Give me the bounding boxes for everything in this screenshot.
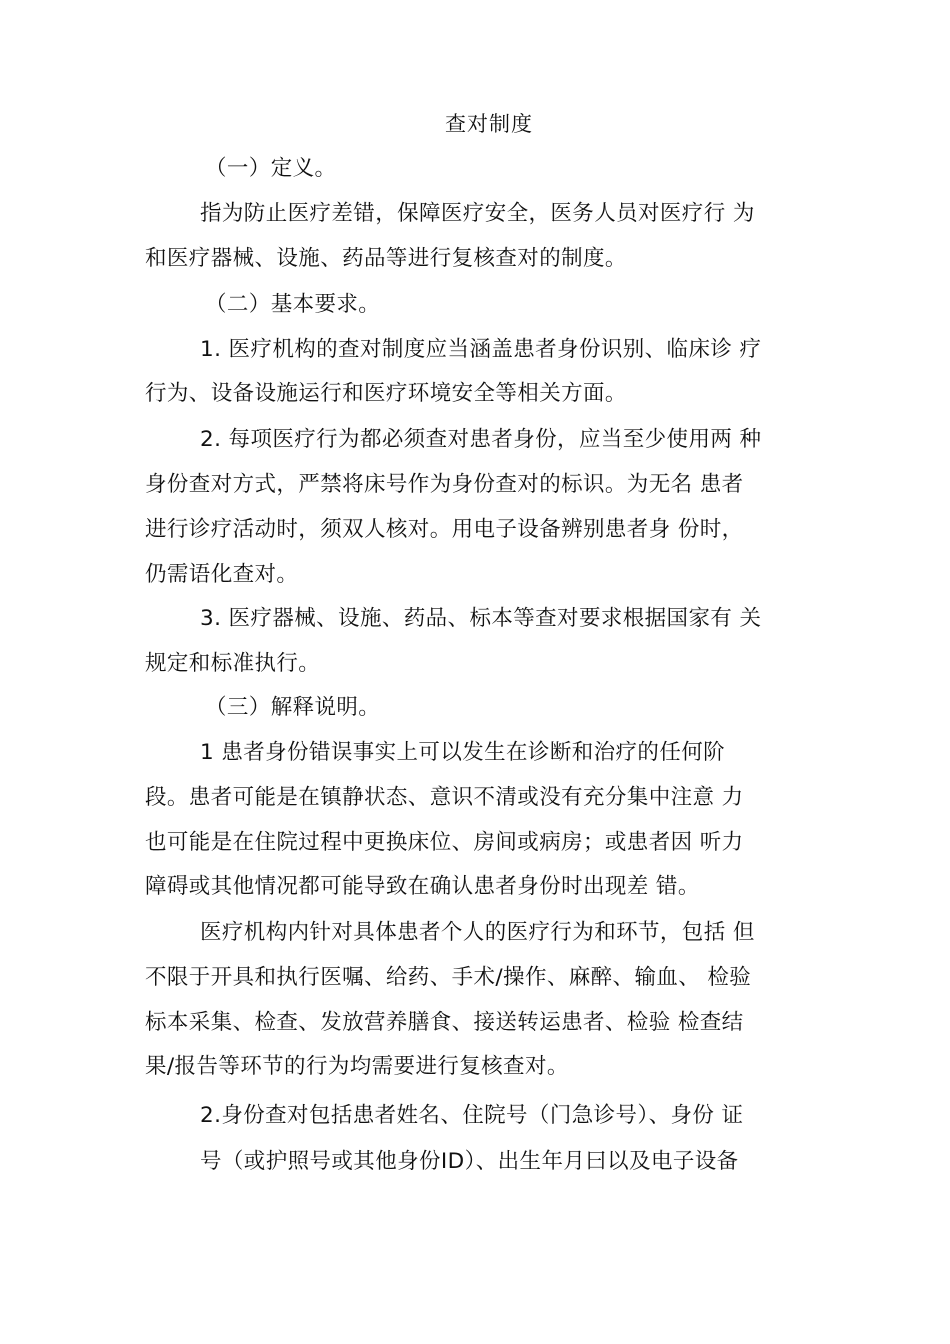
- section-heading-definition: （一）定义。: [205, 156, 337, 181]
- paragraph-line: 医疗机构内针对具体患者个人的医疗行为和环节，包括 但: [200, 920, 755, 945]
- paragraph-line: 标本采集、检查、发放营养膳食、接送转运患者、检验 检查结: [145, 1010, 744, 1035]
- section-heading-basic-requirements: （二）基本要求。: [205, 292, 381, 317]
- paragraph-line: 果/报告等环节的行为均需要进行复核查对。: [145, 1054, 569, 1079]
- paragraph-line: 和医疗器械、设施、药品等进行复核查对的制度。: [145, 246, 627, 271]
- paragraph-line: 2. 每项医疗行为都必须查对患者身份，应当至少使用两 种: [200, 427, 762, 452]
- paragraph-line: 2.身份查对包括患者姓名、住院号（门急诊号）、身份 证: [200, 1103, 744, 1128]
- paragraph-line: 也可能是在住院过程中更换床位、房间或病房；或患者因 听力: [145, 830, 744, 855]
- paragraph-line: 身份查对方式，严禁将床号作为身份查对的标识。为无名 患者: [145, 472, 744, 497]
- document-title: 查对制度: [445, 112, 533, 136]
- paragraph-line: 进行诊疗活动时，须双人核对。用电子设备辨别患者身 份时，: [145, 517, 744, 542]
- paragraph-line: 1. 医疗机构的查对制度应当涵盖患者身份识别、临床诊 疗: [200, 337, 762, 362]
- paragraph-line: 1 患者身份错误事实上可以发生在诊断和治疗的任何阶: [200, 740, 726, 765]
- paragraph-line: 规定和标准执行。: [145, 651, 321, 676]
- paragraph-line: 仍需语化查对。: [145, 562, 299, 587]
- paragraph-line: 指为防止医疗差错，保障医疗安全，医务人员对医疗行 为: [200, 201, 755, 226]
- paragraph-line: 行为、设备设施运行和医疗环境安全等相关方面。: [145, 381, 627, 406]
- paragraph-line: 障碍或其他情况都可能导致在确认患者身份时出现差 错。: [145, 874, 700, 899]
- section-heading-explanation: （三）解释说明。: [205, 695, 381, 720]
- paragraph-line: 号（或护照号或其他身份ID）、出生年月曰以及电子设备: [200, 1149, 739, 1174]
- paragraph-line: 3. 医疗器械、设施、药品、标本等查对要求根据国家有 关: [200, 606, 762, 631]
- paragraph-line: 不限于开具和执行医嘱、给药、手术/操作、麻醉、输血、 检验: [145, 965, 752, 990]
- paragraph-line: 段。患者可能是在镇静状态、意识不清或没有充分集中注意 力: [145, 785, 744, 810]
